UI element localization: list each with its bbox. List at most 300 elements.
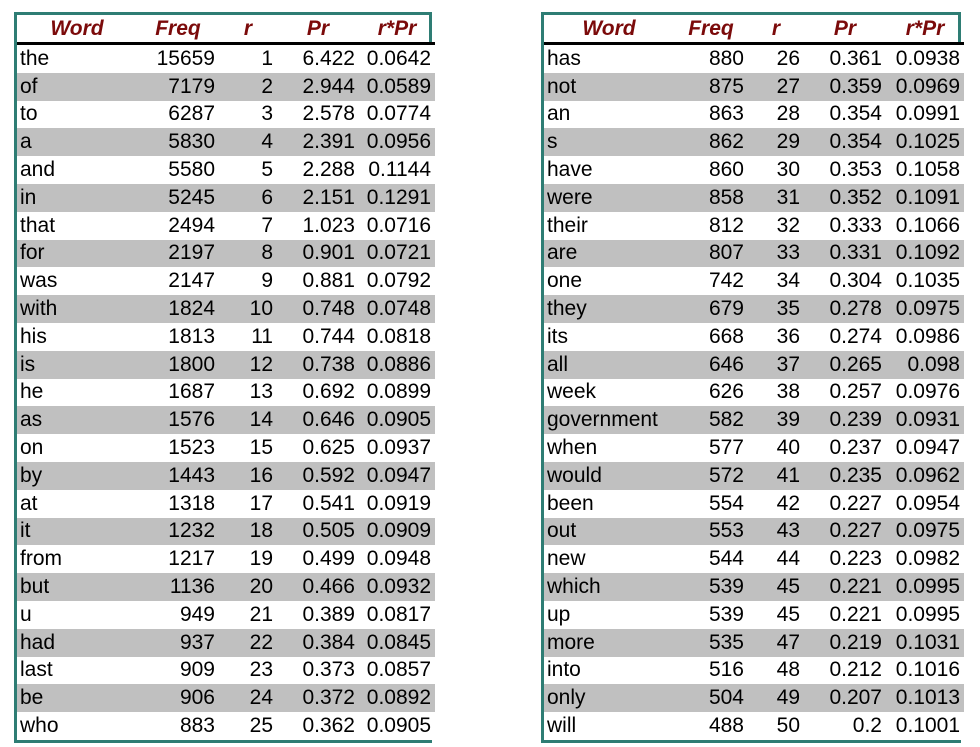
freq-cell: 906 [137,684,219,712]
freq-cell: 553 [674,518,748,546]
header-pr: Pr [277,15,359,44]
freq-cell: 1443 [137,462,219,490]
rank-cell: 45 [748,573,804,601]
header-rank: r [219,15,277,44]
rpr-cell: 0.0721 [359,240,435,268]
word-cell: he [17,379,137,407]
freq-cell: 7179 [137,73,219,101]
rank-cell: 16 [219,462,277,490]
word-cell: are [544,240,674,268]
table-row [544,323,964,351]
freq-cell: 539 [674,601,748,629]
word-cell: at [17,490,137,518]
rpr-cell: 0.1092 [886,240,964,268]
table-row [17,267,435,295]
word-cell: out [544,518,674,546]
rank-cell: 42 [748,490,804,518]
word-cell: from [17,545,137,573]
rank-cell: 9 [219,267,277,295]
rpr-cell: 0.0931 [886,406,964,434]
pr-cell: 0.541 [277,490,359,518]
word-cell: that [17,212,137,240]
table-row [544,629,964,657]
pr-cell: 0.223 [804,545,886,573]
pr-cell: 0.227 [804,518,886,546]
word-cell: in [17,184,137,212]
pr-cell: 0.235 [804,462,886,490]
freq-cell: 5245 [137,184,219,212]
freq-cell: 544 [674,545,748,573]
rank-cell: 14 [219,406,277,434]
freq-cell: 539 [674,573,748,601]
freq-cell: 937 [137,629,219,657]
pr-cell: 0.2 [804,712,886,740]
rank-cell: 41 [748,462,804,490]
table-row [544,351,964,379]
header-word: Word [17,15,137,44]
pr-cell: 0.362 [277,712,359,740]
rpr-cell: 0.1035 [886,267,964,295]
rpr-cell: 0.1016 [886,657,964,685]
freq-cell: 1813 [137,323,219,351]
pr-cell: 0.331 [804,240,886,268]
freq-cell: 535 [674,629,748,657]
pr-cell: 0.274 [804,323,886,351]
table-row [544,406,964,434]
pr-cell: 0.372 [277,684,359,712]
freq-cell: 1232 [137,518,219,546]
word-cell: government [544,406,674,434]
pr-cell: 2.578 [277,101,359,129]
word-cell: more [544,629,674,657]
word-cell: an [544,101,674,129]
rpr-cell: 0.0948 [359,545,435,573]
freq-cell: 646 [674,351,748,379]
rank-cell: 29 [748,128,804,156]
rpr-cell: 0.0899 [359,379,435,407]
pr-cell: 0.221 [804,601,886,629]
rank-cell: 26 [748,44,804,73]
rpr-cell: 0.1001 [886,712,964,740]
word-cell: who [17,712,137,740]
table-row [17,73,435,101]
word-cell: on [17,434,137,462]
table-row [544,462,964,490]
freq-cell: 863 [674,101,748,129]
table-row [544,73,964,101]
word-cell: be [17,684,137,712]
pr-cell: 0.646 [277,406,359,434]
table-row [17,490,435,518]
rpr-cell: 0.0982 [886,545,964,573]
freq-cell: 582 [674,406,748,434]
rpr-cell: 0.0774 [359,101,435,129]
table-row [544,295,964,323]
table-row [544,601,964,629]
word-cell: last [17,657,137,685]
freq-cell: 875 [674,73,748,101]
rank-cell: 32 [748,212,804,240]
rank-cell: 25 [219,712,277,740]
rpr-cell: 0.0995 [886,601,964,629]
freq-cell: 883 [137,712,219,740]
rank-cell: 1 [219,44,277,73]
rank-cell: 34 [748,267,804,295]
rank-cell: 3 [219,101,277,129]
rank-cell: 47 [748,629,804,657]
table-row [17,684,435,712]
rank-cell: 2 [219,73,277,101]
pr-cell: 0.499 [277,545,359,573]
table-row [544,379,964,407]
pr-cell: 0.353 [804,156,886,184]
freq-cell: 5830 [137,128,219,156]
rpr-cell: 0.0886 [359,351,435,379]
table-row [544,490,964,518]
rank-cell: 13 [219,379,277,407]
rpr-cell: 0.0995 [886,573,964,601]
table-row [544,684,964,712]
pr-cell: 2.391 [277,128,359,156]
rpr-cell: 0.0905 [359,712,435,740]
table-row [17,573,435,601]
freq-cell: 577 [674,434,748,462]
word-cell: when [544,434,674,462]
word-cell: all [544,351,674,379]
word-cell: week [544,379,674,407]
table-row [17,712,435,740]
table-row [544,184,964,212]
pr-cell: 6.422 [277,44,359,73]
table-row [17,545,435,573]
word-cell: it [17,518,137,546]
freq-cell: 554 [674,490,748,518]
table-row [17,601,435,629]
rpr-cell: 0.0962 [886,462,964,490]
rank-cell: 36 [748,323,804,351]
pr-cell: 0.212 [804,657,886,685]
header-rank: r [748,15,804,44]
rank-cell: 21 [219,601,277,629]
word-cell: its [544,323,674,351]
header-pr: Pr [804,15,886,44]
rpr-cell: 0.1291 [359,184,435,212]
table-row [17,128,435,156]
pr-cell: 0.744 [277,323,359,351]
pr-cell: 0.304 [804,267,886,295]
frequency-table-right [541,12,961,743]
rank-cell: 35 [748,295,804,323]
rpr-cell: 0.0975 [886,518,964,546]
rank-cell: 5 [219,156,277,184]
freq-cell: 6287 [137,101,219,129]
header-word: Word [544,15,674,44]
word-cell: the [17,44,137,73]
rpr-cell: 0.0976 [886,379,964,407]
word-cell: s [544,128,674,156]
table-row [544,101,964,129]
rank-cell: 49 [748,684,804,712]
rank-cell: 39 [748,406,804,434]
word-cell: have [544,156,674,184]
word-cell: new [544,545,674,573]
pr-cell: 0.592 [277,462,359,490]
pr-cell: 0.748 [277,295,359,323]
word-cell: would [544,462,674,490]
table-row [544,712,964,740]
word-cell: of [17,73,137,101]
freq-cell: 1687 [137,379,219,407]
header-rpr: r*Pr [359,15,435,44]
rank-cell: 22 [219,629,277,657]
rpr-cell: 0.1031 [886,629,964,657]
word-cell: u [17,601,137,629]
pr-cell: 2.288 [277,156,359,184]
rpr-cell: 0.0975 [886,295,964,323]
word-cell: into [544,657,674,685]
table-row [544,573,964,601]
word-cell: is [17,351,137,379]
rank-cell: 44 [748,545,804,573]
rank-cell: 10 [219,295,277,323]
rpr-cell: 0.0818 [359,323,435,351]
pr-cell: 0.227 [804,490,886,518]
word-cell: been [544,490,674,518]
rank-cell: 23 [219,657,277,685]
rank-cell: 43 [748,518,804,546]
pr-cell: 0.354 [804,101,886,129]
table-row [544,240,964,268]
freq-cell: 742 [674,267,748,295]
rank-cell: 30 [748,156,804,184]
word-cell: their [544,212,674,240]
header-freq: Freq [137,15,219,44]
rpr-cell: 0.1091 [886,184,964,212]
rank-cell: 19 [219,545,277,573]
header-row [544,15,964,44]
rank-cell: 33 [748,240,804,268]
table-row [544,212,964,240]
pr-cell: 0.359 [804,73,886,101]
rpr-cell: 0.0956 [359,128,435,156]
table-row [544,518,964,546]
pr-cell: 0.505 [277,518,359,546]
table-row [544,545,964,573]
word-cell: and [17,156,137,184]
word-cell: for [17,240,137,268]
rank-cell: 8 [219,240,277,268]
rpr-cell: 0.1058 [886,156,964,184]
pr-cell: 0.373 [277,657,359,685]
table-row [17,156,435,184]
rpr-cell: 0.0792 [359,267,435,295]
table-row [17,44,435,73]
pr-cell: 0.265 [804,351,886,379]
table-row [17,434,435,462]
table-right [544,15,964,740]
rank-cell: 28 [748,101,804,129]
freq-cell: 5580 [137,156,219,184]
word-cell: not [544,73,674,101]
table-row [17,629,435,657]
pr-cell: 2.944 [277,73,359,101]
word-cell: as [17,406,137,434]
word-cell: will [544,712,674,740]
pr-cell: 0.625 [277,434,359,462]
rpr-cell: 0.0954 [886,490,964,518]
rpr-cell: 0.0991 [886,101,964,129]
freq-cell: 679 [674,295,748,323]
word-cell: were [544,184,674,212]
freq-cell: 1800 [137,351,219,379]
rpr-cell: 0.1025 [886,128,964,156]
rank-cell: 7 [219,212,277,240]
rpr-cell: 0.0947 [886,434,964,462]
rpr-cell: 0.0642 [359,44,435,73]
table-row [17,240,435,268]
rpr-cell: 0.0857 [359,657,435,685]
rank-cell: 17 [219,490,277,518]
rpr-cell: 0.0937 [359,434,435,462]
freq-cell: 862 [674,128,748,156]
word-cell: has [544,44,674,73]
rpr-cell: 0.0817 [359,601,435,629]
frequency-table-left [14,12,432,743]
pr-cell: 0.384 [277,629,359,657]
word-cell: to [17,101,137,129]
freq-cell: 2494 [137,212,219,240]
freq-cell: 572 [674,462,748,490]
word-cell: with [17,295,137,323]
table-row [544,128,964,156]
rpr-cell: 0.0938 [886,44,964,73]
rank-cell: 4 [219,128,277,156]
rpr-cell: 0.1066 [886,212,964,240]
freq-cell: 860 [674,156,748,184]
word-cell: but [17,573,137,601]
rank-cell: 40 [748,434,804,462]
freq-cell: 504 [674,684,748,712]
rank-cell: 38 [748,379,804,407]
header-row [17,15,435,44]
pr-cell: 0.901 [277,240,359,268]
table-row [544,156,964,184]
rpr-cell: 0.0932 [359,573,435,601]
rpr-cell: 0.0716 [359,212,435,240]
rpr-cell: 0.0909 [359,518,435,546]
pr-cell: 0.207 [804,684,886,712]
pr-cell: 1.023 [277,212,359,240]
table-row [17,184,435,212]
rank-cell: 37 [748,351,804,379]
freq-cell: 1136 [137,573,219,601]
rank-cell: 50 [748,712,804,740]
table-row [17,351,435,379]
table-row [17,212,435,240]
rpr-cell: 0.0845 [359,629,435,657]
pr-cell: 0.692 [277,379,359,407]
table-row [17,379,435,407]
table-row [544,44,964,73]
rpr-cell: 0.0892 [359,684,435,712]
header-freq: Freq [674,15,748,44]
word-cell: a [17,128,137,156]
word-cell: his [17,323,137,351]
rpr-cell: 0.0748 [359,295,435,323]
table-left [17,15,435,740]
rpr-cell: 0.0947 [359,462,435,490]
freq-cell: 909 [137,657,219,685]
word-cell: up [544,601,674,629]
table-row [17,406,435,434]
freq-cell: 15659 [137,44,219,73]
freq-cell: 2197 [137,240,219,268]
pr-cell: 0.361 [804,44,886,73]
header-rpr: r*Pr [886,15,964,44]
table-row [544,267,964,295]
pr-cell: 0.333 [804,212,886,240]
pr-cell: 0.881 [277,267,359,295]
pr-cell: 0.466 [277,573,359,601]
freq-cell: 1523 [137,434,219,462]
pr-cell: 0.352 [804,184,886,212]
word-cell: which [544,573,674,601]
rank-cell: 45 [748,601,804,629]
pr-cell: 0.278 [804,295,886,323]
word-cell: they [544,295,674,323]
rpr-cell: 0.1144 [359,156,435,184]
freq-cell: 807 [674,240,748,268]
rpr-cell: 0.0969 [886,73,964,101]
freq-cell: 626 [674,379,748,407]
rpr-cell: 0.098 [886,351,964,379]
table-row [544,657,964,685]
pr-cell: 0.237 [804,434,886,462]
table-row [544,434,964,462]
pr-cell: 0.219 [804,629,886,657]
word-cell: was [17,267,137,295]
table-row [17,518,435,546]
rank-cell: 48 [748,657,804,685]
freq-cell: 516 [674,657,748,685]
freq-cell: 1824 [137,295,219,323]
rpr-cell: 0.1013 [886,684,964,712]
table-row [17,657,435,685]
freq-cell: 880 [674,44,748,73]
word-cell: only [544,684,674,712]
pr-cell: 2.151 [277,184,359,212]
pr-cell: 0.389 [277,601,359,629]
pr-cell: 0.221 [804,573,886,601]
table-row [17,295,435,323]
rpr-cell: 0.0589 [359,73,435,101]
word-cell: had [17,629,137,657]
freq-cell: 949 [137,601,219,629]
rpr-cell: 0.0905 [359,406,435,434]
freq-cell: 1576 [137,406,219,434]
pr-cell: 0.239 [804,406,886,434]
rank-cell: 31 [748,184,804,212]
freq-cell: 2147 [137,267,219,295]
word-cell: by [17,462,137,490]
rank-cell: 6 [219,184,277,212]
rank-cell: 11 [219,323,277,351]
rank-cell: 15 [219,434,277,462]
pr-cell: 0.354 [804,128,886,156]
table-row [17,101,435,129]
rpr-cell: 0.0919 [359,490,435,518]
freq-cell: 858 [674,184,748,212]
